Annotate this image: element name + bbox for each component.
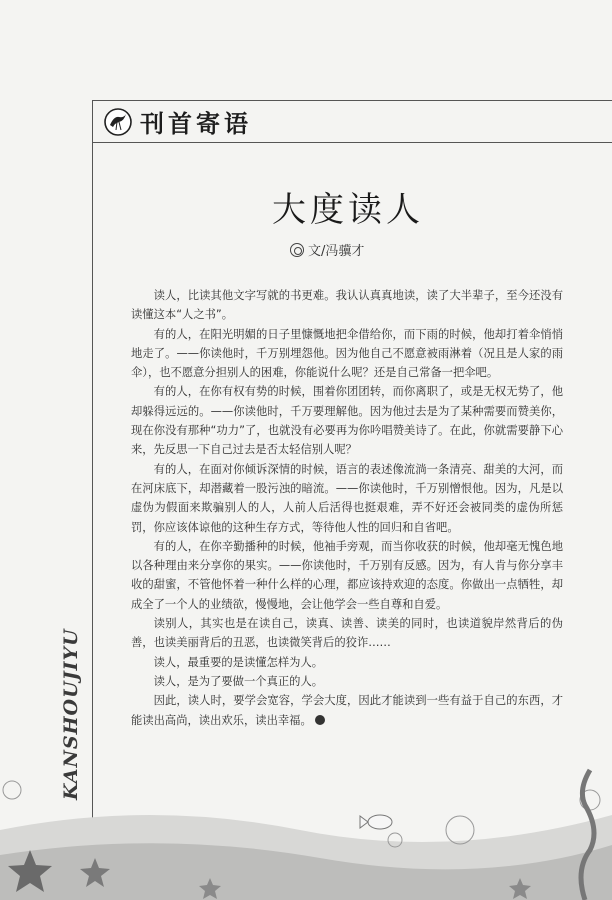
bubble-icon [3, 781, 21, 799]
article-title: 大度读人 [272, 190, 424, 230]
fish-tail-icon [360, 816, 368, 828]
header-rule-top [92, 100, 612, 101]
header-rule-left [92, 100, 93, 142]
byline-ring-icon [290, 243, 304, 257]
column-name: 刊首寄语 [140, 109, 252, 138]
header-rule-bottom [92, 142, 612, 143]
byline [290, 240, 364, 259]
bubble-icon [446, 816, 474, 844]
side-banner: KANSHOUJIYU [60, 628, 82, 800]
paragraph: 读人，最重要的是读懂怎样为人。 [153, 655, 324, 669]
paragraph: 读人，是为了要做一个真正的人。 [153, 674, 324, 688]
paragraph-last [131, 691, 563, 730]
paragraph: 有的人，在面对你倾诉深情的时候，语言的表述像流淌一条清亮、甜美的大河，而在河床底下，却潜藏着一股污浊的暗流。——你读他时，千万别憎恨他。因为，凡是以虚伪为假面来欺骗别人的人，人前人后活得也挺艰难，弄不好还会被同类的虚伪所惩罚，你应该体谅他的这种生存方式，等待他人性的回归和自省吧。 [131, 462, 563, 534]
fish-icon [368, 815, 392, 829]
paragraph: 读人，比读其他文字写就的书更难。我认认真真地读，读了大半辈子，至今还没有读懂这本“人之书”。 [131, 289, 563, 322]
left-margin-rule [92, 142, 93, 832]
crane-emblem-icon [104, 108, 132, 136]
end-mark-icon [315, 715, 325, 725]
ocean-decoration [0, 760, 612, 900]
paragraph-last-text: 因此，读人时，要学会宽容，学会大度，因此才能读到一些有益于自己的东西，才能读出高尚，读出欢乐，读出幸福。 [131, 694, 563, 727]
article-body [131, 286, 563, 730]
byline-text: 文/冯骥才 [308, 244, 365, 259]
paragraph: 读别人，其实也是在读自己，读真、读善、读美的同时，也读道貌岸然背后的伪善，也读美丽背后的丑恶，也读微笑背后的狡诈…… [131, 617, 563, 650]
paragraph: 有的人，在阳光明媚的日子里慷慨地把伞借给你，而下雨的时候，他却打着伞悄悄地走了。——你读他时，千万别埋怨他。因为他自己不愿意被雨淋着（况且是人家的雨伞），也不愿意分担别人的困难，你能说什么呢？还是自己常备一把伞吧。 [131, 327, 563, 380]
paragraph: 有的人，在你辛勤播种的时候，他袖手旁观，而当你收获的时候，他却毫无愧色地以各种理由来分享你的果实。——你读他时，千万别有反感。因为，有人肯与你分享丰收的甜蜜，不管他怀着一种什么样的心理，都应该持欢迎的态度。你做出一点牺牲，却成全了一个人的业绩欲，慢慢地，会让他学会一些自尊和自爱。 [131, 539, 563, 611]
paragraph: 有的人，在你有权有势的时候，围着你团团转，而你离职了，或是无权无势了，他却躲得远远的。——你读他时，千万要理解他。因为他过去是为了某种需要而赞美你，现在你没有那种“功力”了，也就没有必要再为你吟唱赞美诗了。在此，你就需要静下心来，先反思一下自己过去是否太轻信别人呢？ [131, 385, 563, 457]
